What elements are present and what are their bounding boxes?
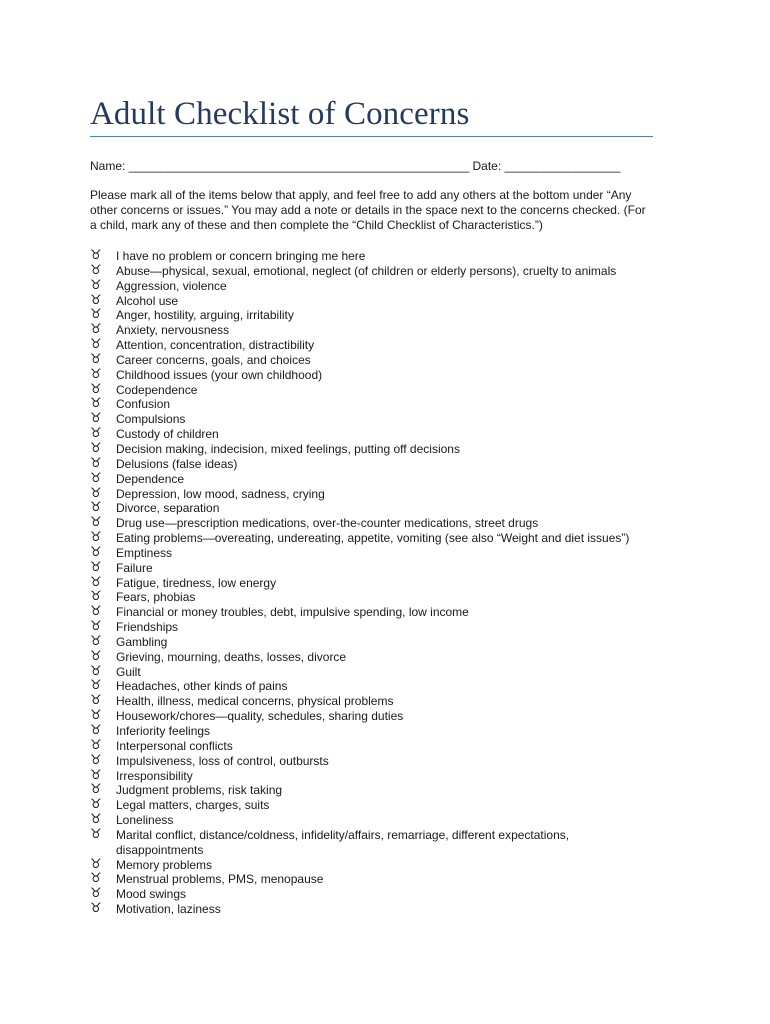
checklist-item[interactable]	[90, 323, 690, 338]
checklist-item[interactable]	[90, 487, 690, 502]
checklist-item-line: Childhood issues (your own childhood)	[116, 367, 323, 382]
checklist-item[interactable]	[90, 308, 690, 323]
checklist-item[interactable]	[90, 902, 690, 917]
checklist-item-label	[116, 383, 690, 398]
name-field[interactable]: _____________________________________________________	[128, 159, 470, 173]
checkbox-icon[interactable]: ♉	[90, 515, 102, 531]
checklist-item-label	[116, 635, 690, 650]
checklist-item-line: Health, illness, medical concerns, physical problems	[116, 694, 394, 709]
checklist-item[interactable]	[90, 590, 690, 605]
checkbox-icon[interactable]: ♉	[90, 797, 102, 813]
checklist-item-line: Career concerns, goals, and choices	[116, 352, 311, 367]
checkbox-icon[interactable]: ♉	[90, 559, 102, 575]
checklist-item[interactable]	[90, 249, 690, 264]
checklist-item-label	[116, 798, 690, 813]
checklist-item-line: Grieving, mourning, deaths, losses, divorce	[116, 649, 347, 664]
checkbox-icon[interactable]: ♉	[90, 337, 102, 353]
checkbox-icon[interactable]: ♉	[90, 381, 102, 397]
checklist-item-label	[116, 249, 690, 264]
checklist-item[interactable]	[90, 813, 690, 828]
checklist-item[interactable]	[90, 887, 690, 902]
checklist-item-line: Memory problems	[116, 857, 213, 872]
checklist-item[interactable]	[90, 412, 690, 427]
checklist-item-line: Financial or money troubles, debt, impulsive spending, low income	[116, 605, 469, 620]
checkbox-icon[interactable]: ♉	[90, 292, 102, 308]
checklist-item-line: Gambling	[116, 634, 168, 649]
checklist-item-label	[116, 872, 690, 887]
checklist-item[interactable]	[90, 620, 690, 635]
checklist-item-line: Legal matters, charges, suits	[116, 798, 270, 813]
checkbox-icon[interactable]: ♉	[90, 589, 102, 605]
checklist-item[interactable]	[90, 739, 690, 754]
checklist-item-label	[116, 368, 690, 383]
document-title: Adult Checklist of Concerns	[90, 96, 470, 132]
checklist-item-line: Guilt	[116, 664, 141, 679]
checklist-item-label	[116, 739, 690, 754]
checkbox-icon[interactable]: ♉	[90, 544, 102, 560]
checklist-item-label	[116, 472, 690, 487]
checkbox-icon[interactable]: ♉	[90, 277, 102, 293]
instructions-paragraph	[90, 188, 670, 233]
checklist-item[interactable]	[90, 576, 690, 591]
checklist-item-line: Divorce, separation	[116, 501, 220, 516]
checklist-item-line: Codependence	[116, 382, 198, 397]
checklist-item-line: Failure	[116, 560, 153, 575]
checkbox-icon[interactable]: ♉	[90, 782, 102, 798]
checklist-item[interactable]	[90, 561, 690, 576]
checklist-item-line: Marital conflict, distance/coldness, infidelity/affairs, remarriage, different expectations,	[116, 827, 570, 842]
checkbox-icon[interactable]: ♉	[90, 886, 102, 902]
checklist-item-line: Depression, low mood, sadness, crying	[116, 486, 325, 501]
checkbox-icon[interactable]: ♉	[90, 648, 102, 664]
checklist-item[interactable]	[90, 783, 690, 798]
checklist-item-line: Loneliness	[116, 813, 174, 828]
checkbox-icon[interactable]: ♉	[90, 856, 102, 872]
checklist-item[interactable]	[90, 650, 690, 665]
checkbox-icon[interactable]: ♉	[90, 396, 102, 412]
checklist-item-label	[116, 783, 690, 798]
checklist-item-line: Judgment problems, risk taking	[116, 783, 283, 798]
checklist-item-line: Impulsiveness, loss of control, outbursts	[116, 753, 329, 768]
checkbox-icon[interactable]: ♉	[90, 455, 102, 471]
checklist-item-label	[116, 828, 690, 858]
checklist-item-label	[116, 442, 690, 457]
checklist-item-label	[116, 769, 690, 784]
checklist-item-line: Alcohol use	[116, 293, 179, 308]
checklist-item-line: Menstrual problems, PMS, menopause	[116, 872, 324, 887]
checkbox-icon[interactable]: ♉	[90, 871, 102, 887]
concerns-checklist	[90, 249, 690, 917]
checkbox-icon[interactable]: ♉	[90, 366, 102, 382]
checkbox-icon[interactable]: ♉	[90, 485, 102, 501]
checklist-item-line: Friendships	[116, 620, 179, 635]
checklist-item-line: Interpersonal conflicts	[116, 738, 233, 753]
checklist-item-label	[116, 724, 690, 739]
checklist-item-line: Abuse—physical, sexual, emotional, neglect (of children or elderly persons), cruelty to animals	[116, 263, 617, 278]
checkbox-icon[interactable]: ♉	[90, 619, 102, 635]
checklist-item-line: Inferiority feelings	[116, 724, 211, 738]
name-date-line	[90, 158, 620, 174]
checkbox-icon[interactable]: ♉	[90, 307, 102, 323]
checklist-item-line: Dependence	[116, 471, 185, 486]
checklist-item[interactable]	[90, 442, 690, 457]
checklist-item-label	[116, 487, 690, 502]
checklist-item[interactable]	[90, 457, 690, 472]
checkbox-icon[interactable]: ♉	[90, 752, 102, 768]
checklist-item[interactable]	[90, 798, 690, 813]
checklist-item[interactable]	[90, 546, 690, 561]
checkbox-icon[interactable]: ♉	[90, 262, 102, 278]
checkbox-icon[interactable]: ♉	[90, 812, 102, 828]
checklist-item-line: Motivation, laziness	[116, 902, 221, 917]
checkbox-icon[interactable]: ♉	[90, 663, 102, 679]
checklist-item-label	[116, 308, 690, 323]
checklist-item[interactable]	[90, 679, 690, 694]
checkbox-icon[interactable]: ♉	[90, 351, 102, 367]
checklist-item-label	[116, 813, 690, 828]
checkbox-icon[interactable]: ♉	[90, 500, 102, 516]
checkbox-icon[interactable]: ♉	[90, 767, 102, 783]
checkbox-icon[interactable]: ♉	[90, 440, 102, 456]
checklist-item-line: Mood swings	[116, 887, 187, 902]
checklist-item-label	[116, 516, 690, 531]
checklist-item[interactable]	[90, 531, 690, 546]
checklist-item-label	[116, 561, 690, 576]
checkbox-icon[interactable]: ♉	[90, 604, 102, 620]
checklist-item[interactable]	[90, 383, 690, 398]
checklist-item-line: Housework/chores—quality, schedules, sharing duties	[116, 709, 404, 724]
checklist-item-line: Fatigue, tiredness, low energy	[116, 575, 277, 590]
checklist-item-label	[116, 501, 690, 516]
checkbox-icon[interactable]: ♉	[90, 826, 102, 842]
checklist-item-label	[116, 709, 690, 724]
checklist-item-line: I have no problem or concern bringing me here	[116, 249, 366, 263]
checklist-item-label	[116, 264, 690, 279]
checkbox-icon[interactable]: ♉	[90, 530, 102, 546]
checkbox-icon[interactable]: ♉	[90, 708, 102, 724]
checklist-item-label	[116, 457, 690, 472]
checklist-item-label	[116, 576, 690, 591]
checkbox-icon[interactable]: ♉	[90, 678, 102, 694]
checklist-item-label	[116, 546, 690, 561]
checklist-item[interactable]	[90, 397, 690, 412]
checkbox-icon[interactable]: ♉	[90, 901, 102, 917]
title-underline	[90, 136, 653, 137]
checklist-item[interactable]	[90, 754, 690, 769]
checklist-item-label	[116, 902, 690, 917]
checklist-item-label	[116, 279, 690, 294]
instructions-line: a child, mark any of these and then complete the “Child Checklist of Characteristics.”)	[90, 218, 543, 232]
checklist-item-label	[116, 605, 690, 620]
checkbox-icon[interactable]: ♉	[90, 723, 102, 738]
instructions-line: Please mark all of the items below that apply, and feel free to add any others at the bottom under “Any	[90, 188, 632, 202]
checklist-item[interactable]	[90, 294, 690, 309]
checklist-item-line: Aggression, violence	[116, 278, 227, 293]
checklist-item-line: Emptiness	[116, 545, 173, 560]
checkbox-icon[interactable]: ♉	[90, 633, 102, 649]
checklist-item-label	[116, 323, 690, 338]
checklist-item-label	[116, 650, 690, 665]
checkbox-icon[interactable]: ♉	[90, 693, 102, 709]
checklist-item-line: disappointments	[116, 842, 204, 857]
checklist-item[interactable]	[90, 635, 690, 650]
date-field[interactable]: __________________	[504, 159, 621, 173]
checklist-item-label	[116, 590, 690, 605]
checklist-item-label	[116, 754, 690, 769]
checklist-item[interactable]	[90, 338, 690, 353]
checkbox-icon[interactable]: ♉	[90, 426, 102, 442]
checklist-item[interactable]	[90, 264, 690, 279]
checklist-item[interactable]	[90, 279, 690, 294]
checklist-item-line: Decision making, indecision, mixed feelings, putting off decisions	[116, 441, 460, 456]
checkbox-icon[interactable]: ♉	[90, 470, 102, 486]
checklist-item-line: Delusions (false ideas)	[116, 456, 238, 471]
checklist-item[interactable]	[90, 368, 690, 383]
checklist-item[interactable]	[90, 828, 690, 858]
checklist-item[interactable]	[90, 872, 690, 887]
checklist-item-line: Fears, phobias	[116, 590, 196, 605]
checklist-item[interactable]	[90, 516, 690, 531]
instructions-line: other concerns or issues.” You may add a note or details in the space next to the concerns checked. (For	[90, 203, 646, 217]
checklist-item-line: Irresponsibility	[116, 768, 193, 783]
checklist-item[interactable]	[90, 665, 690, 680]
checklist-item-label	[116, 294, 690, 309]
checklist-item-line: Eating problems—overeating, undereating, appetite, vomiting (see also “Weight and diet issues”)	[116, 531, 630, 546]
checklist-item-label	[116, 620, 690, 635]
checklist-item[interactable]	[90, 472, 690, 487]
checklist-item-label	[116, 531, 690, 546]
checkbox-icon[interactable]: ♉	[90, 737, 102, 753]
name-label: Name:	[90, 159, 126, 173]
checklist-item-line: Headaches, other kinds of pains	[116, 679, 288, 694]
checkbox-icon[interactable]: ♉	[90, 322, 102, 338]
checklist-item-line: Attention, concentration, distractibility	[116, 338, 315, 353]
date-label: Date:	[472, 159, 502, 173]
checklist-item[interactable]	[90, 858, 690, 873]
checkbox-icon[interactable]: ♉	[90, 411, 102, 427]
checklist-item-label	[116, 338, 690, 353]
checklist-item[interactable]	[90, 605, 690, 620]
checkbox-icon[interactable]: ♉	[90, 574, 102, 590]
checklist-item-line: Drug use—prescription medications, over-the-counter medications, street drugs	[116, 516, 539, 531]
checklist-item[interactable]	[90, 724, 690, 739]
checklist-item-label	[116, 858, 690, 873]
checklist-item-label	[116, 679, 690, 694]
checklist-item[interactable]	[90, 427, 690, 442]
checklist-item[interactable]	[90, 353, 690, 368]
checklist-item[interactable]	[90, 694, 690, 709]
checklist-item[interactable]	[90, 709, 690, 724]
checklist-item-line: Custody of children	[116, 427, 219, 442]
checklist-item-label	[116, 397, 690, 412]
checklist-item-line: Compulsions	[116, 412, 186, 427]
checklist-item[interactable]	[90, 769, 690, 784]
checklist-item-label	[116, 427, 690, 442]
checklist-item-line: Anger, hostility, arguing, irritability	[116, 308, 294, 323]
checklist-item-label	[116, 694, 690, 709]
checklist-item-label	[116, 665, 690, 680]
checklist-item-line: Anxiety, nervousness	[116, 323, 230, 338]
checklist-item-line: Confusion	[116, 397, 171, 412]
checkbox-icon[interactable]: ♉	[90, 248, 102, 263]
checklist-item[interactable]	[90, 501, 690, 516]
checklist-item-label	[116, 887, 690, 902]
checklist-item-label	[116, 353, 690, 368]
checklist-item-label	[116, 412, 690, 427]
